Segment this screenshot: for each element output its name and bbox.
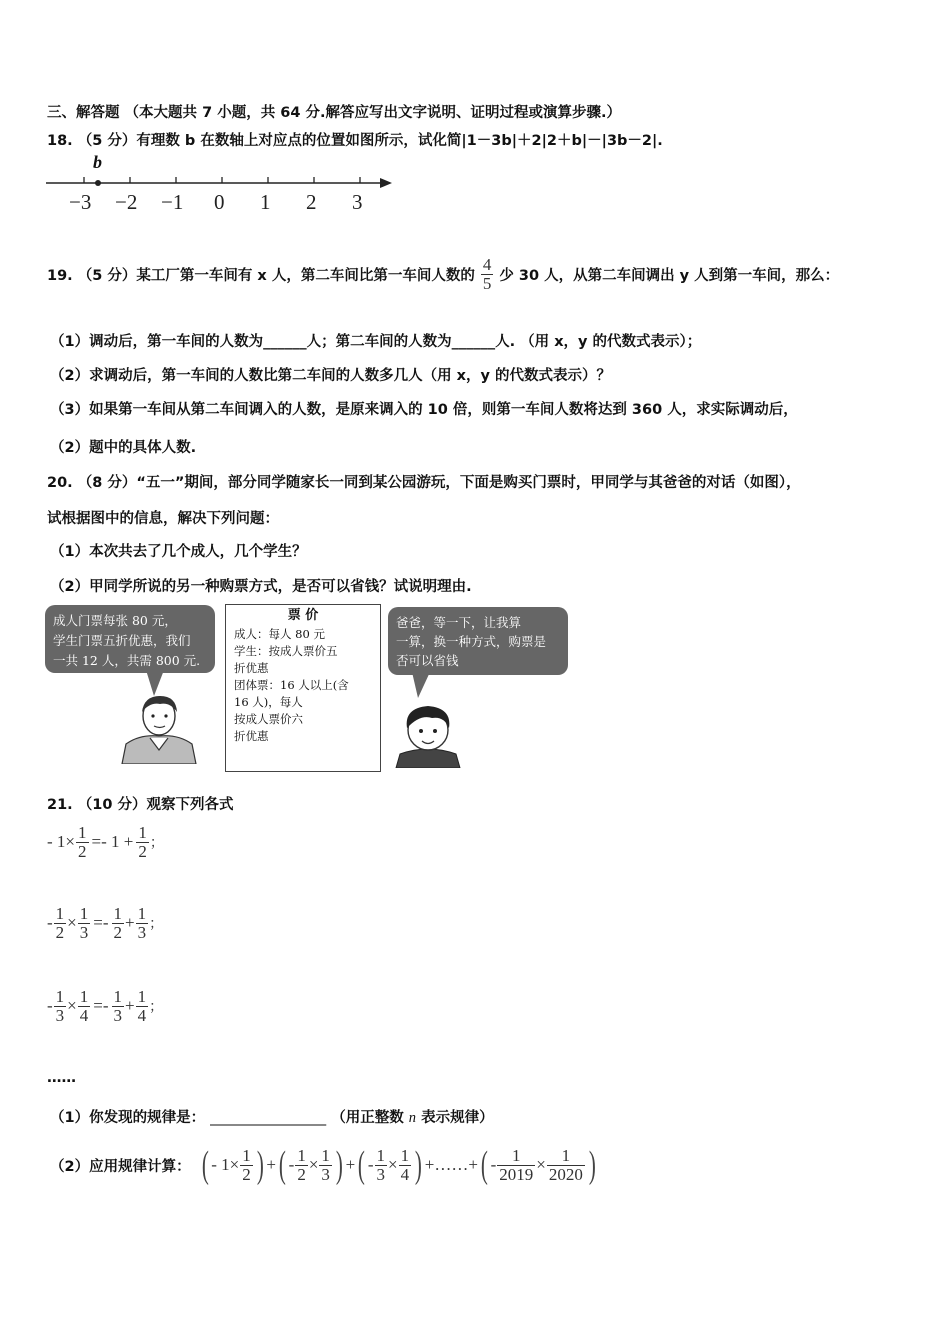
paren-open: ( — [201, 1144, 209, 1186]
bubble-line: 成人门票每张 80 元， — [53, 613, 177, 628]
q19-prefix: 19. （5 分）某工厂第一车间有 x 人，第二车间比第一车间人数的 — [47, 267, 475, 284]
answer-blank: ________________ — [210, 1110, 327, 1126]
paren-open: ( — [278, 1144, 286, 1186]
frac-den: 3 — [79, 922, 89, 942]
q20-line1: 20. （8 分）“五一”期间，部分同学随家长一同到某公园游玩，下面是购买门票时，甲同学与其爸爸的对话（如图）， — [47, 475, 801, 491]
eq-end: ； — [149, 917, 164, 933]
frac-den: 2 — [242, 1164, 251, 1184]
price-line: 16 人)，每人 — [234, 695, 303, 709]
frac-den: 3 — [137, 922, 147, 942]
q19-suffix: 少 30 人，从第二车间调出 y 人到第一车间，那么： — [499, 267, 840, 284]
paren-close: ) — [335, 1144, 343, 1186]
q19-fraction — [481, 256, 494, 293]
q19-frac-den: 5 — [482, 273, 492, 293]
calc-text: - — [367, 1155, 374, 1174]
q21-eq3 — [47, 988, 163, 1025]
frac-den: 2019 — [499, 1164, 534, 1184]
eq-end: ； — [149, 836, 164, 852]
frac-den: 3 — [321, 1164, 330, 1184]
tick-label: 3 — [352, 190, 363, 214]
frac-den: 4 — [400, 1164, 410, 1184]
b-label: b — [93, 152, 102, 172]
price-line: 折优惠 — [234, 729, 269, 743]
bubble-line: 学生门票五折优惠，我们 — [53, 633, 191, 648]
eq-text: - — [47, 996, 53, 1016]
frac-num: 1 — [79, 904, 89, 923]
q19-part4: （2）题中的具体人数. — [50, 440, 197, 456]
frac-num: 1 — [547, 1147, 585, 1166]
frac-den: 2020 — [548, 1164, 583, 1184]
frac-den: 3 — [55, 1005, 65, 1025]
q19-part1: （1）调动后，第一车间的人数为______人；第二车间的人数为______人. （用 x，y 的代数式表示）； — [50, 334, 702, 350]
price-title: 票 价 — [287, 608, 319, 623]
q21-p1-end: 表示规律） — [421, 1110, 494, 1126]
bubble-line: 爸爸，等一下，让我算 — [396, 615, 522, 630]
father-speech-bubble — [45, 605, 215, 673]
q21-eq1 — [47, 824, 164, 861]
calc-plus: + — [266, 1155, 276, 1174]
ticket-price-board — [225, 604, 381, 772]
frac-num: 1 — [79, 987, 89, 1006]
price-line: 学生：按成人票价五 — [234, 644, 338, 658]
eq-text: =- — [93, 996, 109, 1016]
frac-num: 1 — [297, 1145, 306, 1165]
price-line: 成人：每人 80 元 — [234, 627, 325, 641]
frac-num: 1 — [497, 1147, 535, 1166]
frac-den: 2 — [297, 1164, 306, 1184]
frac-den: 3 — [113, 1005, 123, 1025]
q19-frac-num: 4 — [482, 254, 492, 274]
frac-num: 1 — [376, 1145, 385, 1165]
paren-close: ) — [256, 1144, 264, 1186]
calc-text: - — [490, 1155, 497, 1174]
calc-times: × — [308, 1155, 319, 1174]
q21-ellipsis: …… — [47, 1070, 76, 1086]
tick-label: 0 — [214, 190, 225, 214]
frac-num: 1 — [113, 987, 123, 1006]
frac-num: 1 — [321, 1145, 330, 1165]
frac-num: 1 — [55, 904, 65, 923]
bubble-line: 一算，换一种方式，购票是 — [396, 634, 547, 649]
calc-mid: +……+ — [424, 1155, 478, 1174]
tick-label: −3 — [69, 190, 92, 214]
frac-num: 1 — [137, 987, 147, 1006]
q19-part2: （2）求调动后，第一车间的人数比第二车间的人数多几人（用 x，y 的代数式表示）？ — [50, 368, 611, 384]
price-line: 折优惠 — [234, 661, 269, 675]
q19-part3: （3）如果第一车间从第二车间调入的人数，是原来调入的 10 倍，则第一车间人数将达到 360 人，求实际调动后， — [50, 402, 798, 418]
frac-den: 2 — [113, 922, 123, 942]
price-line: 按成人票价六 — [234, 712, 303, 726]
eq-text: + — [125, 996, 135, 1016]
q20-part1: （1）本次共去了几个成人，几个学生？ — [50, 544, 307, 560]
eq-end: ； — [149, 1000, 164, 1016]
eq-text: =- — [93, 913, 109, 933]
eq-text: =- 1 + — [91, 832, 134, 852]
q21-part1 — [50, 1106, 494, 1127]
bubble-tail-right — [408, 672, 438, 700]
q18-text: 18. （5 分）有理数 b 在数轴上对应点的位置如图所示，试化简|1－3b|＋2|2＋b|－|3b－2|. — [47, 133, 663, 149]
frac-num: 1 — [137, 904, 147, 923]
calc-plus: + — [345, 1155, 356, 1174]
price-line: 团体票：16 人以上(含 — [234, 678, 349, 692]
eq-text: × — [67, 996, 77, 1016]
calc-text: - — [288, 1155, 295, 1174]
q20-part2: （2）甲同学所说的另一种购票方式，是否可以省钱？试说明理由. — [50, 579, 472, 595]
paren-open: ( — [480, 1144, 488, 1186]
child-figure — [392, 700, 464, 768]
eq-text: - 1× — [47, 832, 75, 852]
tick-label: −2 — [115, 190, 138, 214]
tick-label: −1 — [161, 190, 184, 214]
frac-num: 1 — [400, 1145, 410, 1165]
q20-line2: 试根据图中的信息，解决下列问题： — [47, 511, 279, 527]
bubble-line: 否可以省钱 — [396, 653, 459, 668]
eq-text: + — [125, 913, 135, 933]
frac-den: 4 — [79, 1005, 89, 1025]
q21-part2 — [50, 1140, 599, 1190]
section-heading: 三、解答题 （本大题共 7 小题，共 64 分.解答应写出文字说明、证明过程或演算步骤.） — [47, 105, 622, 121]
calc-times: × — [536, 1155, 546, 1174]
calc-text: - 1× — [211, 1155, 240, 1174]
bubble-line: 一共 12 人，共需 800 元. — [53, 653, 201, 668]
frac-num: 1 — [242, 1145, 251, 1165]
frac-den: 4 — [137, 1005, 147, 1025]
frac-num: 1 — [138, 823, 147, 842]
calc-times: × — [388, 1155, 398, 1174]
frac-num: 1 — [55, 987, 65, 1006]
paren-close: ) — [588, 1144, 596, 1186]
q21-title: 21. （10 分）观察下列各式 — [47, 797, 234, 813]
eq-text: - — [47, 913, 53, 933]
q21-p1-prefix: （1）你发现的规律是： — [50, 1110, 206, 1126]
calc-expression — [199, 1146, 599, 1184]
frac-den: 2 — [55, 922, 65, 942]
b-point — [95, 180, 101, 186]
frac-den: 2 — [78, 841, 87, 861]
q21-p2-prefix: （2）应用规律计算： — [50, 1158, 191, 1175]
paren-open: ( — [358, 1144, 365, 1186]
tick-label: 2 — [306, 190, 317, 214]
eq-text: × — [67, 913, 77, 933]
frac-num: 1 — [78, 823, 87, 842]
frac-den: 2 — [138, 841, 147, 861]
tick-label: 1 — [260, 190, 271, 214]
father-figure — [120, 692, 198, 764]
child-speech-bubble — [388, 607, 568, 675]
n-variable: n — [408, 1110, 417, 1126]
q19-stem — [47, 242, 839, 306]
frac-num: 1 — [113, 904, 123, 923]
q21-p1-suffix: （用正整数 — [331, 1110, 404, 1126]
frac-den: 3 — [376, 1164, 385, 1184]
paren-close: ) — [414, 1144, 422, 1186]
q21-eq2 — [47, 905, 163, 942]
number-line-arrow — [380, 178, 392, 188]
